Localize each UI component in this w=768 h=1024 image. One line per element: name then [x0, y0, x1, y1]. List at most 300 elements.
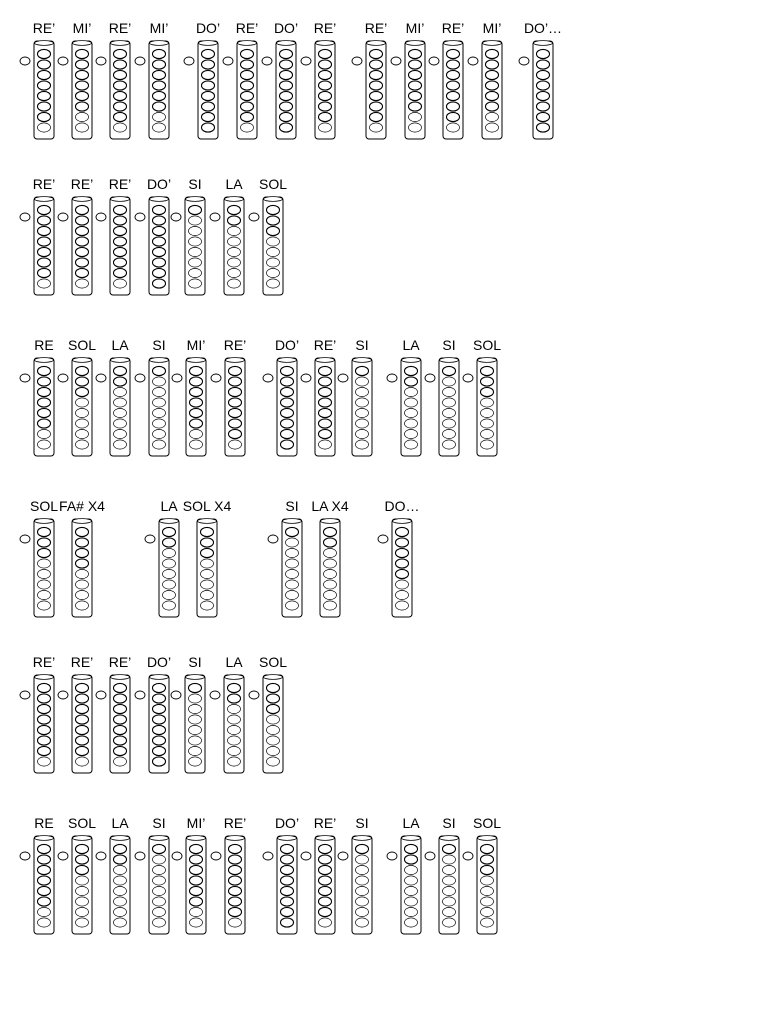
covered-finger-hole-icon: [267, 683, 280, 692]
note-label: DO’: [146, 654, 172, 670]
covered-finger-hole-icon: [38, 205, 51, 214]
covered-finger-hole-icon: [281, 844, 294, 853]
open-finger-hole-icon: [189, 704, 202, 713]
covered-finger-hole-icon: [280, 91, 293, 100]
covered-finger-hole-icon: [241, 60, 254, 69]
note-label: SI: [442, 337, 456, 353]
covered-finger-hole-icon: [481, 865, 494, 874]
thumb-hole-icon: [171, 691, 181, 699]
thumb-hole-icon: [463, 374, 473, 382]
thumb-hole-icon: [263, 852, 273, 860]
note-label: SI: [152, 337, 166, 353]
flute-mouthpiece: [321, 519, 340, 524]
covered-finger-hole-icon: [38, 112, 51, 121]
covered-finger-hole-icon: [38, 398, 51, 407]
covered-finger-hole-icon: [38, 49, 51, 58]
open-finger-hole-icon: [267, 279, 280, 288]
thumb-hole-icon: [210, 213, 220, 221]
thumb-hole-icon: [58, 374, 68, 382]
open-finger-hole-icon: [324, 548, 337, 557]
covered-finger-hole-icon: [76, 865, 89, 874]
covered-finger-hole-icon: [370, 70, 383, 79]
note-label: LA: [402, 815, 420, 831]
note-label: FA# X4: [59, 498, 105, 514]
covered-finger-hole-icon: [281, 907, 294, 916]
covered-finger-hole-icon: [228, 683, 241, 692]
flute-mouthpiece: [150, 41, 169, 46]
covered-finger-hole-icon: [76, 844, 89, 853]
covered-finger-hole-icon: [190, 876, 203, 885]
open-finger-hole-icon: [201, 569, 214, 578]
open-finger-hole-icon: [189, 268, 202, 277]
open-finger-hole-icon: [396, 590, 409, 599]
open-finger-hole-icon: [114, 757, 127, 766]
open-finger-hole-icon: [38, 429, 51, 438]
open-finger-hole-icon: [286, 580, 299, 589]
covered-finger-hole-icon: [190, 886, 203, 895]
open-finger-hole-icon: [396, 601, 409, 610]
flute-mouthpiece: [264, 675, 283, 680]
note-label: DO’: [274, 337, 300, 353]
note-label: SOL: [258, 654, 288, 670]
covered-finger-hole-icon: [202, 91, 215, 100]
covered-finger-hole-icon: [76, 91, 89, 100]
covered-finger-hole-icon: [486, 70, 499, 79]
covered-finger-hole-icon: [76, 70, 89, 79]
covered-finger-hole-icon: [202, 70, 215, 79]
covered-finger-hole-icon: [370, 81, 383, 90]
covered-finger-hole-icon: [153, 81, 166, 90]
open-finger-hole-icon: [356, 377, 369, 386]
open-finger-hole-icon: [228, 736, 241, 745]
note-label: MI’: [149, 20, 169, 36]
note-label: RE’: [313, 815, 337, 831]
thumb-hole-icon: [268, 535, 278, 543]
covered-finger-hole-icon: [229, 855, 242, 864]
open-finger-hole-icon: [409, 112, 422, 121]
flute-fingering-diagram: [163, 674, 207, 776]
open-finger-hole-icon: [409, 123, 422, 132]
covered-finger-hole-icon: [281, 366, 294, 375]
covered-finger-hole-icon: [267, 226, 280, 235]
covered-finger-hole-icon: [38, 715, 51, 724]
covered-finger-hole-icon: [114, 746, 127, 755]
open-finger-hole-icon: [481, 429, 494, 438]
covered-finger-hole-icon: [229, 387, 242, 396]
open-finger-hole-icon: [405, 897, 418, 906]
covered-finger-hole-icon: [38, 704, 51, 713]
covered-finger-hole-icon: [38, 897, 51, 906]
note-label: LA: [402, 337, 420, 353]
covered-finger-hole-icon: [486, 91, 499, 100]
open-finger-hole-icon: [38, 907, 51, 916]
covered-finger-hole-icon: [76, 237, 89, 246]
covered-finger-hole-icon: [241, 102, 254, 111]
flute-mouthpiece: [316, 41, 335, 46]
note-label: LA X4: [311, 498, 349, 514]
note-label: SI: [442, 815, 456, 831]
note-label: SOL: [472, 815, 502, 831]
covered-finger-hole-icon: [241, 81, 254, 90]
open-finger-hole-icon: [228, 725, 241, 734]
note-label: LA: [111, 337, 129, 353]
open-finger-hole-icon: [76, 112, 89, 121]
covered-finger-hole-icon: [267, 205, 280, 214]
covered-finger-hole-icon: [114, 683, 127, 692]
covered-finger-hole-icon: [38, 408, 51, 417]
flute-fingering-diagram: [88, 196, 132, 298]
covered-finger-hole-icon: [163, 538, 176, 547]
open-finger-hole-icon: [38, 559, 51, 568]
open-finger-hole-icon: [443, 886, 456, 895]
flute-fingering-diagram: [175, 518, 219, 620]
flute-fingering-diagram: [164, 357, 208, 459]
open-finger-hole-icon: [228, 258, 241, 267]
covered-finger-hole-icon: [38, 216, 51, 225]
covered-finger-hole-icon: [447, 60, 460, 69]
open-finger-hole-icon: [405, 918, 418, 927]
covered-finger-hole-icon: [201, 548, 214, 557]
covered-finger-hole-icon: [114, 694, 127, 703]
covered-finger-hole-icon: [38, 258, 51, 267]
covered-finger-hole-icon: [114, 366, 127, 375]
open-finger-hole-icon: [114, 398, 127, 407]
open-finger-hole-icon: [76, 440, 89, 449]
thumb-hole-icon: [58, 213, 68, 221]
thumb-hole-icon: [425, 374, 435, 382]
open-finger-hole-icon: [38, 601, 51, 610]
covered-finger-hole-icon: [324, 527, 337, 536]
note-label: LA: [160, 498, 178, 514]
open-finger-hole-icon: [481, 408, 494, 417]
open-finger-hole-icon: [38, 918, 51, 927]
open-finger-hole-icon: [38, 569, 51, 578]
covered-finger-hole-icon: [396, 527, 409, 536]
note-label: SOL: [67, 815, 97, 831]
open-finger-hole-icon: [228, 715, 241, 724]
open-finger-hole-icon: [405, 419, 418, 428]
note-label: RE’: [108, 176, 132, 192]
open-finger-hole-icon: [356, 419, 369, 428]
covered-finger-hole-icon: [319, 102, 332, 111]
open-finger-hole-icon: [38, 123, 51, 132]
open-finger-hole-icon: [228, 237, 241, 246]
covered-finger-hole-icon: [114, 715, 127, 724]
open-finger-hole-icon: [481, 398, 494, 407]
covered-finger-hole-icon: [228, 216, 241, 225]
note-label: DO’: [195, 20, 221, 36]
covered-finger-hole-icon: [229, 429, 242, 438]
note-label: MI’: [405, 20, 425, 36]
covered-finger-hole-icon: [229, 377, 242, 386]
covered-finger-hole-icon: [114, 736, 127, 745]
open-finger-hole-icon: [201, 590, 214, 599]
open-finger-hole-icon: [405, 876, 418, 885]
covered-finger-hole-icon: [190, 419, 203, 428]
open-finger-hole-icon: [443, 865, 456, 874]
covered-finger-hole-icon: [267, 704, 280, 713]
open-finger-hole-icon: [447, 123, 460, 132]
covered-finger-hole-icon: [319, 60, 332, 69]
covered-finger-hole-icon: [201, 527, 214, 536]
covered-finger-hole-icon: [370, 112, 383, 121]
open-finger-hole-icon: [114, 408, 127, 417]
note-label: MI’: [72, 20, 92, 36]
open-finger-hole-icon: [443, 918, 456, 927]
covered-finger-hole-icon: [114, 258, 127, 267]
open-finger-hole-icon: [443, 419, 456, 428]
thumb-hole-icon: [96, 374, 106, 382]
covered-finger-hole-icon: [229, 408, 242, 417]
covered-finger-hole-icon: [153, 70, 166, 79]
open-finger-hole-icon: [356, 907, 369, 916]
flute-mouthpiece: [73, 519, 92, 524]
covered-finger-hole-icon: [280, 70, 293, 79]
covered-finger-hole-icon: [114, 112, 127, 121]
covered-finger-hole-icon: [280, 112, 293, 121]
flute-fingering-diagram: [203, 835, 247, 937]
note-label: DO…: [384, 498, 420, 514]
open-finger-hole-icon: [267, 247, 280, 256]
covered-finger-hole-icon: [447, 91, 460, 100]
thumb-hole-icon: [519, 57, 529, 65]
covered-finger-hole-icon: [537, 91, 550, 100]
covered-finger-hole-icon: [481, 844, 494, 853]
open-finger-hole-icon: [163, 548, 176, 557]
flute-fingering-diagram: [298, 518, 342, 620]
open-finger-hole-icon: [114, 123, 127, 132]
open-finger-hole-icon: [443, 387, 456, 396]
note-label: RE’: [32, 654, 56, 670]
covered-finger-hole-icon: [76, 258, 89, 267]
covered-finger-hole-icon: [229, 907, 242, 916]
covered-finger-hole-icon: [356, 366, 369, 375]
thumb-hole-icon: [249, 213, 259, 221]
covered-finger-hole-icon: [153, 49, 166, 58]
note-label: RE: [34, 815, 54, 831]
covered-finger-hole-icon: [76, 725, 89, 734]
covered-finger-hole-icon: [202, 81, 215, 90]
covered-finger-hole-icon: [153, 91, 166, 100]
covered-finger-hole-icon: [396, 559, 409, 568]
covered-finger-hole-icon: [38, 844, 51, 853]
thumb-hole-icon: [463, 852, 473, 860]
covered-finger-hole-icon: [114, 237, 127, 246]
covered-finger-hole-icon: [281, 886, 294, 895]
open-finger-hole-icon: [38, 590, 51, 599]
covered-finger-hole-icon: [481, 855, 494, 864]
thumb-hole-icon: [211, 374, 221, 382]
open-finger-hole-icon: [114, 907, 127, 916]
open-finger-hole-icon: [286, 559, 299, 568]
covered-finger-hole-icon: [486, 81, 499, 90]
thumb-hole-icon: [301, 374, 311, 382]
open-finger-hole-icon: [286, 548, 299, 557]
covered-finger-hole-icon: [319, 81, 332, 90]
open-finger-hole-icon: [443, 855, 456, 864]
note-label: SI: [355, 337, 369, 353]
note-label: DO’: [146, 176, 172, 192]
open-finger-hole-icon: [228, 247, 241, 256]
open-finger-hole-icon: [481, 419, 494, 428]
open-finger-hole-icon: [267, 237, 280, 246]
covered-finger-hole-icon: [319, 91, 332, 100]
covered-finger-hole-icon: [76, 527, 89, 536]
covered-finger-hole-icon: [38, 694, 51, 703]
open-finger-hole-icon: [76, 876, 89, 885]
thumb-hole-icon: [96, 213, 106, 221]
thumb-hole-icon: [184, 57, 194, 65]
covered-finger-hole-icon: [153, 60, 166, 69]
note-label: RE: [34, 337, 54, 353]
covered-finger-hole-icon: [38, 548, 51, 557]
open-finger-hole-icon: [405, 387, 418, 396]
open-finger-hole-icon: [241, 123, 254, 132]
covered-finger-hole-icon: [481, 377, 494, 386]
open-finger-hole-icon: [370, 123, 383, 132]
covered-finger-hole-icon: [163, 527, 176, 536]
covered-finger-hole-icon: [267, 216, 280, 225]
covered-finger-hole-icon: [38, 91, 51, 100]
covered-finger-hole-icon: [481, 387, 494, 396]
flute-fingering-diagram: [215, 40, 259, 142]
open-finger-hole-icon: [443, 440, 456, 449]
note-label: LA: [111, 815, 129, 831]
covered-finger-hole-icon: [443, 366, 456, 375]
open-finger-hole-icon: [76, 429, 89, 438]
covered-finger-hole-icon: [324, 538, 337, 547]
open-finger-hole-icon: [76, 569, 89, 578]
flute-fingering-diagram: [370, 518, 414, 620]
note-label: RE’: [108, 654, 132, 670]
covered-finger-hole-icon: [281, 440, 294, 449]
covered-finger-hole-icon: [537, 49, 550, 58]
covered-finger-hole-icon: [76, 366, 89, 375]
open-finger-hole-icon: [189, 694, 202, 703]
covered-finger-hole-icon: [76, 60, 89, 69]
open-finger-hole-icon: [114, 865, 127, 874]
open-finger-hole-icon: [405, 886, 418, 895]
open-finger-hole-icon: [76, 907, 89, 916]
open-finger-hole-icon: [267, 757, 280, 766]
open-finger-hole-icon: [153, 123, 166, 132]
flute-mouthpiece: [478, 358, 497, 363]
covered-finger-hole-icon: [190, 855, 203, 864]
covered-finger-hole-icon: [38, 70, 51, 79]
open-finger-hole-icon: [405, 398, 418, 407]
covered-finger-hole-icon: [405, 855, 418, 864]
thumb-hole-icon: [249, 691, 259, 699]
covered-finger-hole-icon: [76, 715, 89, 724]
flute-fingering-diagram: [421, 40, 465, 142]
thumb-hole-icon: [58, 57, 68, 65]
covered-finger-hole-icon: [190, 398, 203, 407]
covered-finger-hole-icon: [190, 897, 203, 906]
open-finger-hole-icon: [189, 258, 202, 267]
thumb-hole-icon: [58, 852, 68, 860]
covered-finger-hole-icon: [76, 216, 89, 225]
open-finger-hole-icon: [189, 216, 202, 225]
covered-finger-hole-icon: [114, 49, 127, 58]
open-finger-hole-icon: [356, 897, 369, 906]
open-finger-hole-icon: [163, 569, 176, 578]
covered-finger-hole-icon: [486, 49, 499, 58]
flute-fingering-diagram: [163, 196, 207, 298]
open-finger-hole-icon: [189, 725, 202, 734]
covered-finger-hole-icon: [281, 897, 294, 906]
covered-finger-hole-icon: [76, 205, 89, 214]
open-finger-hole-icon: [405, 865, 418, 874]
covered-finger-hole-icon: [38, 268, 51, 277]
note-label: RE’: [108, 20, 132, 36]
covered-finger-hole-icon: [405, 844, 418, 853]
covered-finger-hole-icon: [114, 81, 127, 90]
covered-finger-hole-icon: [447, 112, 460, 121]
covered-finger-hole-icon: [405, 366, 418, 375]
covered-finger-hole-icon: [228, 694, 241, 703]
open-finger-hole-icon: [356, 865, 369, 874]
covered-finger-hole-icon: [76, 247, 89, 256]
open-finger-hole-icon: [190, 918, 203, 927]
flute-fingering-diagram: [241, 674, 285, 776]
note-label: SI: [355, 815, 369, 831]
covered-finger-hole-icon: [409, 70, 422, 79]
covered-finger-hole-icon: [201, 538, 214, 547]
covered-finger-hole-icon: [281, 855, 294, 864]
flute-fingering-diagram: [88, 835, 132, 937]
open-finger-hole-icon: [76, 580, 89, 589]
note-label: DO’: [273, 20, 299, 36]
open-finger-hole-icon: [190, 907, 203, 916]
covered-finger-hole-icon: [76, 226, 89, 235]
covered-finger-hole-icon: [76, 736, 89, 745]
flute-fingering-diagram: [460, 40, 504, 142]
open-finger-hole-icon: [356, 440, 369, 449]
thumb-hole-icon: [135, 691, 145, 699]
covered-finger-hole-icon: [409, 49, 422, 58]
open-finger-hole-icon: [163, 601, 176, 610]
thumb-hole-icon: [301, 57, 311, 65]
covered-finger-hole-icon: [281, 918, 294, 927]
open-finger-hole-icon: [76, 886, 89, 895]
flute-fingering-diagram: [203, 357, 247, 459]
open-finger-hole-icon: [229, 918, 242, 927]
covered-finger-hole-icon: [38, 60, 51, 69]
covered-finger-hole-icon: [76, 683, 89, 692]
covered-finger-hole-icon: [281, 429, 294, 438]
thumb-hole-icon: [20, 213, 30, 221]
open-finger-hole-icon: [76, 419, 89, 428]
covered-finger-hole-icon: [38, 102, 51, 111]
covered-finger-hole-icon: [114, 377, 127, 386]
flute-mouthpiece: [353, 836, 372, 841]
thumb-hole-icon: [262, 57, 272, 65]
covered-finger-hole-icon: [229, 366, 242, 375]
covered-finger-hole-icon: [189, 683, 202, 692]
thumb-hole-icon: [171, 213, 181, 221]
flute-mouthpiece: [393, 519, 412, 524]
open-finger-hole-icon: [228, 757, 241, 766]
note-label: RE’: [364, 20, 388, 36]
thumb-hole-icon: [135, 852, 145, 860]
covered-finger-hole-icon: [229, 876, 242, 885]
covered-finger-hole-icon: [280, 123, 293, 132]
open-finger-hole-icon: [76, 590, 89, 599]
open-finger-hole-icon: [443, 377, 456, 386]
open-finger-hole-icon: [324, 569, 337, 578]
open-finger-hole-icon: [189, 746, 202, 755]
covered-finger-hole-icon: [190, 387, 203, 396]
